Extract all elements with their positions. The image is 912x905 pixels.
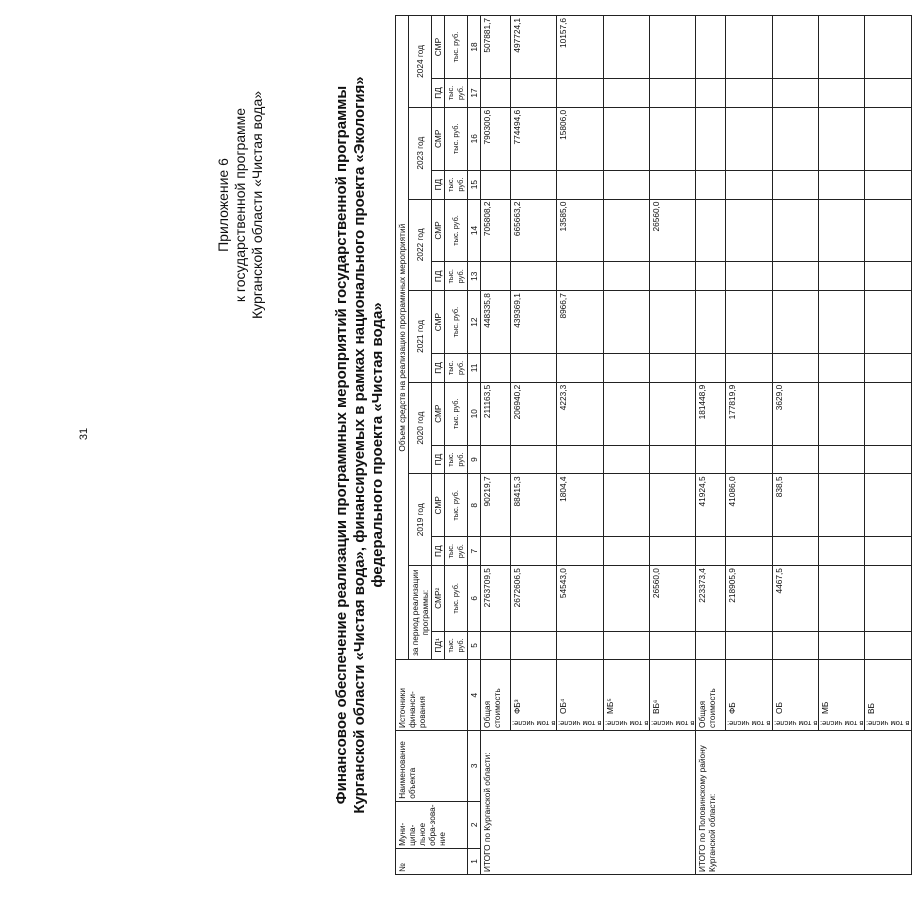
table-cell <box>649 16 695 79</box>
table-cell <box>511 170 557 199</box>
table-cell: 705808,2 <box>481 199 511 262</box>
table-cell <box>696 631 726 660</box>
table-cell <box>511 354 557 383</box>
table-cell <box>696 354 726 383</box>
table-cell <box>696 79 726 108</box>
table-cell <box>818 16 864 79</box>
table-cell <box>603 445 649 474</box>
document-title <box>333 15 387 875</box>
table-cell <box>481 445 511 474</box>
table-cell: 206940,2 <box>511 382 557 445</box>
column-number: 18 <box>468 16 481 79</box>
table-cell <box>726 16 772 79</box>
table-cell <box>726 631 772 660</box>
table-cell: 774494,6 <box>511 107 557 170</box>
table-cell <box>603 631 649 660</box>
header-period: за период реализации программы: <box>409 566 432 660</box>
header-smr: СМР <box>432 291 445 354</box>
table-cell <box>649 537 695 566</box>
table-cell <box>726 199 772 262</box>
column-number: 11 <box>468 354 481 383</box>
table-cell <box>818 291 864 354</box>
funding-source <box>649 660 695 731</box>
table-cell <box>772 291 818 354</box>
table-cell <box>818 262 864 291</box>
header-pd: ПД <box>432 79 445 108</box>
column-number: 16 <box>468 107 481 170</box>
table-cell: 439369,1 <box>511 291 557 354</box>
table-cell <box>772 262 818 291</box>
funding-source-label: МБ⁵ <box>604 698 615 715</box>
table-cell <box>726 262 772 291</box>
table-cell <box>649 170 695 199</box>
table-cell <box>865 382 911 445</box>
including-label: в том числе: <box>819 719 864 729</box>
table-cell <box>818 354 864 383</box>
table-cell <box>865 107 911 170</box>
column-number: 13 <box>468 262 481 291</box>
funding-source <box>557 660 603 731</box>
table-cell <box>726 445 772 474</box>
rotated-page <box>215 5 910 905</box>
header-unit: тыс. руб. <box>445 170 468 199</box>
table-cell <box>481 631 511 660</box>
table-cell <box>696 16 726 79</box>
funding-source-label: ВБ⁶ <box>650 699 661 715</box>
column-number: 3 <box>468 731 481 802</box>
header-year: 2023 год <box>409 107 432 199</box>
table-cell <box>696 170 726 199</box>
header-unit: тыс. руб. <box>445 262 468 291</box>
funding-source-label: ОБ⁴ <box>558 698 569 715</box>
table-cell <box>603 107 649 170</box>
column-number: 12 <box>468 291 481 354</box>
column-numbers-row <box>468 16 481 875</box>
table-cell <box>603 354 649 383</box>
header-smr: СМР <box>432 474 445 537</box>
table-cell <box>649 107 695 170</box>
funding-source <box>696 660 726 731</box>
column-number: 8 <box>468 474 481 537</box>
table-cell <box>818 170 864 199</box>
table-cell <box>865 262 911 291</box>
header-unit: тыс. руб. <box>445 474 468 537</box>
column-number: 17 <box>468 79 481 108</box>
title-line: федерального проекта «Чистая вода» <box>369 302 386 588</box>
table-cell <box>603 170 649 199</box>
column-number: 15 <box>468 170 481 199</box>
header-unit: тыс. руб. <box>445 79 468 108</box>
table-cell: 13585,0 <box>557 199 603 262</box>
table-cell <box>818 107 864 170</box>
table-cell: 41924,5 <box>696 474 726 537</box>
funding-source <box>603 660 649 731</box>
header-year: 2020 год <box>409 382 432 474</box>
funding-source <box>818 660 864 731</box>
header-unit: тыс. руб. <box>445 199 468 262</box>
table-cell <box>865 16 911 79</box>
header-unit: тыс. руб. <box>445 107 468 170</box>
funding-source-label: Общая стоимость <box>697 688 718 729</box>
table-cell <box>696 262 726 291</box>
table-cell: 218905,9 <box>726 566 772 631</box>
header-unit: тыс. руб. <box>445 291 468 354</box>
funding-source-label: ОБ <box>773 702 784 715</box>
table-cell <box>649 445 695 474</box>
header-num: № <box>396 848 468 874</box>
table-cell <box>818 566 864 631</box>
appendix-line: Курганской области «Чистая вода» <box>249 90 265 320</box>
table-cell: 15806,0 <box>557 107 603 170</box>
table-cell <box>772 199 818 262</box>
header-smr: СМР <box>432 199 445 262</box>
including-label: в том числе: <box>650 719 695 729</box>
header-pd: ПД <box>432 445 445 474</box>
funding-source-label: ВБ <box>866 703 877 715</box>
table-cell <box>726 79 772 108</box>
column-number: 5 <box>468 631 481 660</box>
header-pd: ПД <box>432 537 445 566</box>
table-cell <box>557 631 603 660</box>
header-row <box>396 16 409 875</box>
header-unit: тыс. руб. <box>445 631 468 660</box>
table-cell <box>511 445 557 474</box>
table-cell <box>481 537 511 566</box>
header-pd: ПД¹ <box>432 631 445 660</box>
table-cell: 54543,0 <box>557 566 603 631</box>
table-cell: 223373,4 <box>696 566 726 631</box>
funding-source <box>511 660 557 731</box>
funding-source <box>772 660 818 731</box>
funding-source-label: МБ <box>819 701 830 715</box>
table-cell <box>865 354 911 383</box>
table-cell <box>481 354 511 383</box>
table-cell: 497724,1 <box>511 16 557 79</box>
table-cell <box>772 445 818 474</box>
table-cell: 2763709,5 <box>481 566 511 631</box>
header-smr: СМР <box>432 16 445 79</box>
table-cell <box>818 474 864 537</box>
title-line: Курганской области «Чистая вода», финансируемых в рамках национального проекта «Экология» <box>351 76 368 814</box>
table-cell <box>865 631 911 660</box>
table-cell <box>726 107 772 170</box>
table-cell <box>557 262 603 291</box>
table-cell: 4467,5 <box>772 566 818 631</box>
appendix-header <box>215 15 266 395</box>
table-cell <box>557 445 603 474</box>
including-label: в том числе: <box>727 719 771 729</box>
table-cell <box>726 537 772 566</box>
table-cell: 790300,6 <box>481 107 511 170</box>
table-cell <box>696 107 726 170</box>
table-cell <box>696 199 726 262</box>
header-unit: тыс. руб. <box>445 566 468 631</box>
header-object: Наименование объекта <box>396 731 468 802</box>
table-cell: 448335,8 <box>481 291 511 354</box>
column-number: 7 <box>468 537 481 566</box>
table-cell <box>603 16 649 79</box>
financing-table <box>395 15 912 875</box>
column-number: 14 <box>468 199 481 262</box>
table-cell <box>865 79 911 108</box>
header-volume: Объем средств на реализацию программных мероприятий <box>396 16 409 660</box>
table-cell <box>649 79 695 108</box>
header-municipality: Муни-ципа-льное обра-зова-ние <box>396 801 468 848</box>
including-label: в том числе: <box>558 719 602 729</box>
funding-source-label: ФБ³ <box>512 699 522 715</box>
table-cell <box>481 262 511 291</box>
table-cell <box>865 170 911 199</box>
table-cell <box>649 291 695 354</box>
table-cell <box>818 199 864 262</box>
table-cell: 26560,0 <box>649 566 695 631</box>
section-name: ИТОГО по Курганской области: <box>481 731 696 875</box>
header-year: 2024 год <box>409 16 432 108</box>
page-number: 31 <box>78 427 91 441</box>
including-label: в том числе: <box>512 719 556 729</box>
table-cell <box>557 170 603 199</box>
funding-source <box>865 660 911 731</box>
table-cell <box>696 537 726 566</box>
table-cell <box>865 537 911 566</box>
header-year: 2021 год <box>409 291 432 383</box>
table-cell <box>818 631 864 660</box>
header-source: Источники финанси-рования <box>396 660 468 731</box>
funding-source <box>726 660 772 731</box>
table-cell <box>603 474 649 537</box>
table-cell <box>726 291 772 354</box>
table-cell <box>772 631 818 660</box>
table-cell <box>557 79 603 108</box>
appendix-line: Приложение 6 <box>215 158 231 252</box>
header-unit: тыс. руб. <box>445 354 468 383</box>
table-cell <box>726 354 772 383</box>
table-cell: 88415,3 <box>511 474 557 537</box>
table-cell: 3629,0 <box>772 382 818 445</box>
table-cell <box>511 262 557 291</box>
column-number: 1 <box>468 848 481 874</box>
table-cell: 181448,9 <box>696 382 726 445</box>
table-cell: 4223,3 <box>557 382 603 445</box>
table-cell <box>481 170 511 199</box>
table-cell: 177819,9 <box>726 382 772 445</box>
header-pd: ПД <box>432 170 445 199</box>
table-cell <box>818 79 864 108</box>
table-cell: 2672606,5 <box>511 566 557 631</box>
table-cell <box>818 382 864 445</box>
table-cell: 26560,0 <box>649 199 695 262</box>
table-cell <box>649 354 695 383</box>
title-line: Финансовое обеспечение реализации программных мероприятий государственной программы <box>333 85 350 805</box>
funding-source-label: Общая стоимость <box>482 688 502 729</box>
including-label: в том числе: <box>604 719 648 729</box>
table-cell <box>649 474 695 537</box>
table-cell <box>818 445 864 474</box>
table-row <box>481 16 511 875</box>
funding-source <box>481 660 511 731</box>
table-cell <box>557 354 603 383</box>
table-cell <box>649 262 695 291</box>
column-number: 2 <box>468 801 481 848</box>
funding-source-label: ФБ <box>727 702 738 715</box>
header-unit: тыс. руб. <box>445 537 468 566</box>
table-cell <box>557 537 603 566</box>
table-cell <box>603 537 649 566</box>
table-cell <box>603 79 649 108</box>
header-unit: тыс. руб. <box>445 382 468 445</box>
table-cell: 90219,7 <box>481 474 511 537</box>
column-number: 9 <box>468 445 481 474</box>
table-cell <box>603 199 649 262</box>
table-cell: 41086,0 <box>726 474 772 537</box>
header-smr: СМР <box>432 107 445 170</box>
appendix-line: к государственной программе <box>232 107 248 303</box>
table-cell <box>865 199 911 262</box>
header-pd: ПД <box>432 262 445 291</box>
table-cell: 665663,2 <box>511 199 557 262</box>
table-cell <box>865 566 911 631</box>
table-cell <box>772 537 818 566</box>
table-cell <box>696 291 726 354</box>
including-label: в том числе: <box>773 719 817 729</box>
table-cell <box>649 631 695 660</box>
table-cell <box>511 631 557 660</box>
table-cell: 8966,7 <box>557 291 603 354</box>
table-cell <box>865 445 911 474</box>
table-cell <box>603 291 649 354</box>
header-unit: тыс. руб. <box>445 16 468 79</box>
table-cell <box>865 291 911 354</box>
header-year: 2022 год <box>409 199 432 291</box>
column-number: 4 <box>468 660 481 731</box>
table-row <box>696 16 726 875</box>
column-number: 6 <box>468 566 481 631</box>
column-number: 10 <box>468 382 481 445</box>
table-cell <box>772 79 818 108</box>
header-unit: тыс. руб. <box>445 445 468 474</box>
table-cell <box>818 537 864 566</box>
table-cell <box>772 107 818 170</box>
table-cell <box>511 537 557 566</box>
header-year: 2019 год <box>409 474 432 566</box>
table-body <box>481 16 912 875</box>
table-cell: 1804,4 <box>557 474 603 537</box>
table-cell <box>865 474 911 537</box>
table-cell: 838,5 <box>772 474 818 537</box>
section-name: ИТОГО по Половинскому району Курганской области: <box>696 731 911 875</box>
table-cell: 211163,5 <box>481 382 511 445</box>
table-cell <box>696 445 726 474</box>
table-cell <box>481 79 511 108</box>
table-cell <box>649 382 695 445</box>
table-cell <box>603 262 649 291</box>
header-pd: ПД <box>432 354 445 383</box>
table-cell <box>726 170 772 199</box>
table-cell: 507881,7 <box>481 16 511 79</box>
table-cell <box>603 566 649 631</box>
table-cell: 10157,6 <box>557 16 603 79</box>
table-cell <box>772 170 818 199</box>
header-smr: СМР <box>432 382 445 445</box>
header-smr: СМР² <box>432 566 445 631</box>
table-cell <box>772 354 818 383</box>
table-cell <box>603 382 649 445</box>
table-cell <box>511 79 557 108</box>
table-cell <box>772 16 818 79</box>
including-label: в том числе: <box>866 719 910 729</box>
